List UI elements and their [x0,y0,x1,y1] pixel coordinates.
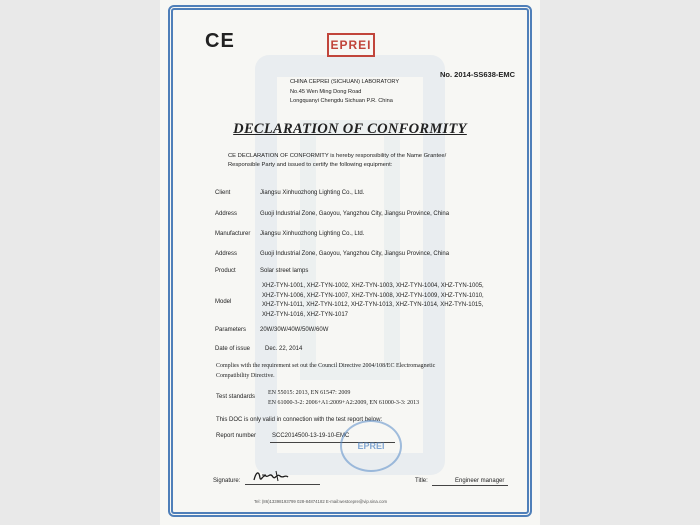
intro-line2: Responsible Party and issued to certify the following equipment: [228,162,393,168]
model-line: XHZ-TYN-1016, XHZ-TYN-1017 [262,311,349,318]
title-label: Title: [415,478,428,484]
manufacturer-label: Manufacturer [215,231,251,237]
manufacturer-value: Jiangsu Xinhuozhong Lighting Co., Ltd. [260,231,365,237]
intro-text [228,152,498,170]
ceprei-logo: EPREI [327,33,375,57]
standards-label: Test standards [216,394,256,400]
model-list [262,282,512,320]
model-label: Model [215,299,232,305]
client-label: Client [215,190,231,196]
validity-note: This DOC is only valid in connection with the test report below: [216,417,383,423]
title-value: Engineer manager [455,478,505,484]
report-label: Report number [216,433,257,439]
model-line: XHZ-TYN-1006, XHZ-TYN-1007, XHZ-TYN-1008, XHZ-TYN-1009, XHZ-TYN-1010, [262,292,484,299]
certificate-number: No. 2014-SS638-EMC [440,70,516,79]
standard-line: EN 61000-3-2: 2006+A1:2009+A2:2009, EN 61000-3-3: 2013 [268,400,420,406]
address-value: Guoji Industrial Zone, Gaoyou, Yangzhou City, Jiangsu Province, China [260,211,450,217]
signature-label: Signature: [213,478,241,484]
report-value: SCC2014500-13-19-10-EMC [272,433,350,439]
model-line: XHZ-TYN-1001, XHZ-TYN-1002, XHZ-TYN-1003, XHZ-TYN-1004, XHZ-TYN-1005, [262,283,484,289]
ce-mark: CE [205,30,235,52]
lab-name: CHINA CEPREI (SICHUAN) LABORATORY [290,79,400,85]
standards-list [268,388,419,408]
document-title: DECLARATION OF CONFORMITY [233,121,467,137]
address2-label: Address [215,251,238,257]
product-label: Product [215,268,236,274]
address2-value: Guoji Industrial Zone, Gaoyou, Yangzhou City, Jiangsu Province, China [260,251,450,257]
official-seal-stamp: EPREI [340,420,402,472]
compliance-line1: Complies with the requirement set out the Council Directive 2004/108/EC Electromagnetic [216,363,436,369]
intro-line1: CE DECLARATION OF CONFORMITY is hereby responsibility of the Name Grantee/ [228,153,447,159]
lab-address-block [290,78,399,107]
product-value: Solar street lamps [260,268,309,274]
date-label: Date of issue [215,346,251,352]
parameters-label: Parameters [215,327,247,333]
compliance-line2: Compatibility Directive. [216,372,275,379]
compliance-statement [216,362,496,381]
date-value: Dec. 22, 2014 [265,346,303,352]
lab-address-line1: No.45 Wen Ming Dong Road [290,88,362,95]
handwritten-signature [250,466,310,486]
standard-line: EN 55015: 2013, EN 61547: 2009 [268,390,351,396]
address-label: Address [215,211,238,217]
lab-address-line2: Longquanyi Chengdu Sichuan P.R. China [290,98,393,104]
title-line [432,485,508,486]
footer-contact: Tel: (86)13398193799 028-84874182 E-mail:westcepre@vip.sina.com [254,499,388,504]
model-line: XHZ-TYN-1011, XHZ-TYN-1012, XHZ-TYN-1013, XHZ-TYN-1014, XHZ-TYN-1015, [262,302,484,309]
client-value: Jiangsu Xinhuozhong Lighting Co., Ltd. [260,190,365,196]
parameters-value: 20W/30W/40W/50W/60W [260,327,329,333]
